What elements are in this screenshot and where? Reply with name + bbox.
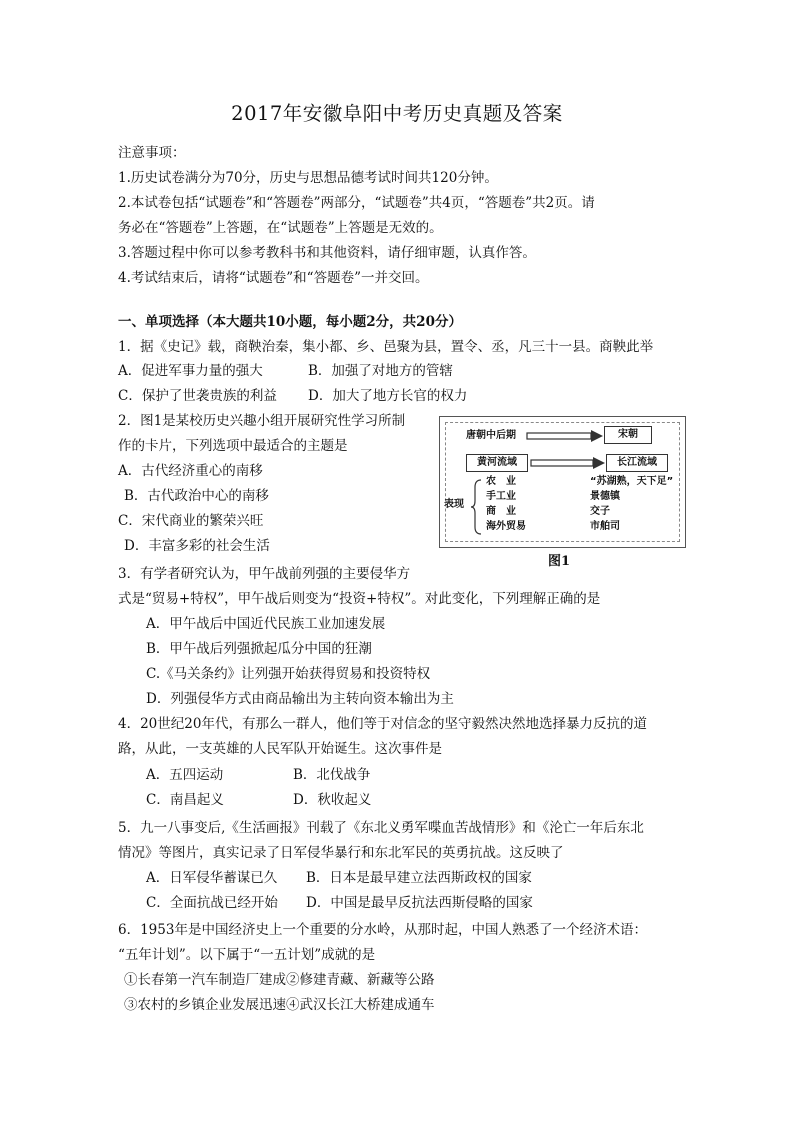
option-a: A．古代经济重心的南移 — [118, 463, 263, 479]
aspect-item: 海外贸易 — [486, 521, 526, 532]
notice-item: 4.考试结束后，请将“试题卷”和“答题卷”一并交回。 — [118, 270, 429, 286]
aspect-item: 农 业 — [486, 476, 516, 487]
aspect-item: 手工业 — [486, 491, 516, 502]
option-b: B．古代政治中心的南移 — [124, 488, 269, 504]
option-a: A．甲午战后中国近代民族工业加速发展 — [146, 616, 386, 632]
option-a: A．五四运动 — [146, 767, 224, 783]
option-c: C．南昌起义 — [146, 792, 224, 808]
option-c: C．宋代商业的繁荣兴旺 — [118, 513, 264, 529]
arrow-icon — [526, 430, 604, 442]
question-5-options-row — [146, 868, 532, 888]
question-4-stem: 路，从此，一支英雄的人民军队开始诞生。这次事件是 — [118, 741, 442, 757]
notice-heading: 注意事项： — [118, 145, 186, 161]
option-b: B．日本是最早建立法西斯政权的国家 — [306, 870, 532, 886]
aspect-item: 商 业 — [486, 506, 516, 517]
question-5-stem: 情况》等图片，真实记录了日军侵华暴行和东北军民的英勇抗战。这反映了 — [118, 845, 564, 861]
section-heading: 一、单项选择（本大题共10小题，每小题2分，共20分） — [118, 314, 462, 330]
option-c: C．保护了世袭贵族的利益 — [118, 388, 277, 404]
option-b: B．北伐战争 — [293, 767, 371, 783]
question-4-options-row — [146, 765, 370, 785]
notice-item: 2.本试卷包括“试题卷”和“答题卷”两部分，“试题卷”共4页，“答题卷”共2页。请 — [118, 195, 595, 211]
option-b: B．甲午战后列强掀起瓜分中国的狂潮 — [146, 641, 372, 657]
period-to-box: 宋朝 — [604, 426, 652, 444]
question-4-stem: 4．20世纪20年代，有那么一群人，他们等于对信念的坚守毅然决然地选择暴力反抗的道 — [118, 716, 647, 732]
brace-icon — [470, 479, 482, 535]
question-1-options-row — [118, 361, 453, 381]
question-2-stem: 作的卡片，下列选项中最适合的主题是 — [118, 438, 348, 454]
evidence-item: “苏湖熟，天下足” — [590, 476, 674, 487]
question-5-options-row — [146, 893, 533, 913]
option-d: D．中国是最早反抗法西斯侵略的国家 — [306, 895, 533, 911]
question-2-stem: 2．图1是某校历史兴趣小组开展研究性学习所制 — [118, 413, 406, 429]
question-3-stem: 式是“贸易+特权”，甲午战后则变为“投资+特权”。对此变化，下列理解正确的是 — [118, 591, 601, 607]
option-d: D．丰富多彩的社会生活 — [124, 538, 270, 554]
question-3-stem: 3．有学者研究认为，甲午战前列强的主要侵华方 — [118, 566, 411, 582]
option-d: D．加大了地方长官的权力 — [308, 388, 468, 404]
question-6-stem: 6．1953年是中国经济史上一个重要的分水岭，从那时起，中国人熟悉了一个经济术语： — [118, 922, 647, 938]
question-4-options-row — [146, 790, 371, 810]
option-c: C.《马关条约》让列强开始获得贸易和投资特权 — [146, 666, 431, 682]
option-c: C．全面抗战已经开始 — [146, 895, 278, 911]
option-d: D．秋收起义 — [293, 792, 372, 808]
option-a: A．促进军事力量的强大 — [118, 363, 263, 379]
option-b: B．加强了对地方的管辖 — [308, 363, 453, 379]
figure-caption: 图1 — [548, 554, 571, 569]
evidence-item: 交子 — [590, 506, 610, 517]
question-1-stem: 1．据《史记》载，商鞅治秦，集小都、乡、邑聚为县，置令、丞，凡三十一县。商鞅此举 — [118, 339, 654, 355]
figure-1 — [439, 416, 686, 548]
notice-item: 3.答题过程中你可以参考教科书和其他资料，请仔细审题，认真作答。 — [118, 245, 536, 261]
evidence-item: 市舶司 — [590, 521, 620, 532]
arrow-icon — [530, 457, 606, 469]
period-from-label: 唐朝中后期 — [466, 430, 516, 441]
question-6-item: ③农村的乡镇企业发展迅速④武汉长江大桥建成通车 — [124, 997, 435, 1013]
notice-item: 1.历史试卷满分为70分，历史与思想品德考试时间共120分钟。 — [118, 170, 498, 186]
question-6-item: ①长春第一汽车制造厂建成②修建青藏、新藏等公路 — [124, 972, 435, 988]
question-5-stem: 5．九一八事变后,《生活画报》刊载了《东北义勇军喋血苦战情形》和《沦亡一年后东北 — [118, 820, 644, 836]
notice-item: 务必在“答题卷”上答题，在“试题卷”上答题是无效的。 — [118, 220, 443, 236]
page-title: 2017年安徽阜阳中考历史真题及答案 — [231, 102, 563, 125]
option-a: A．日军侵华蓄谋已久 — [146, 870, 278, 886]
evidence-item: 景德镇 — [590, 491, 620, 502]
question-1-options-row — [118, 386, 467, 406]
question-6-stem: “五年计划”。以下属于“一五计划”成就的是 — [118, 947, 376, 963]
option-d: D．列强侵华方式由商品输出为主转向资本输出为主 — [146, 691, 454, 707]
region-to-box: 长江流域 — [606, 454, 668, 472]
aspect-label: 表现 — [444, 499, 464, 510]
region-from-box: 黄河流域 — [466, 454, 528, 472]
